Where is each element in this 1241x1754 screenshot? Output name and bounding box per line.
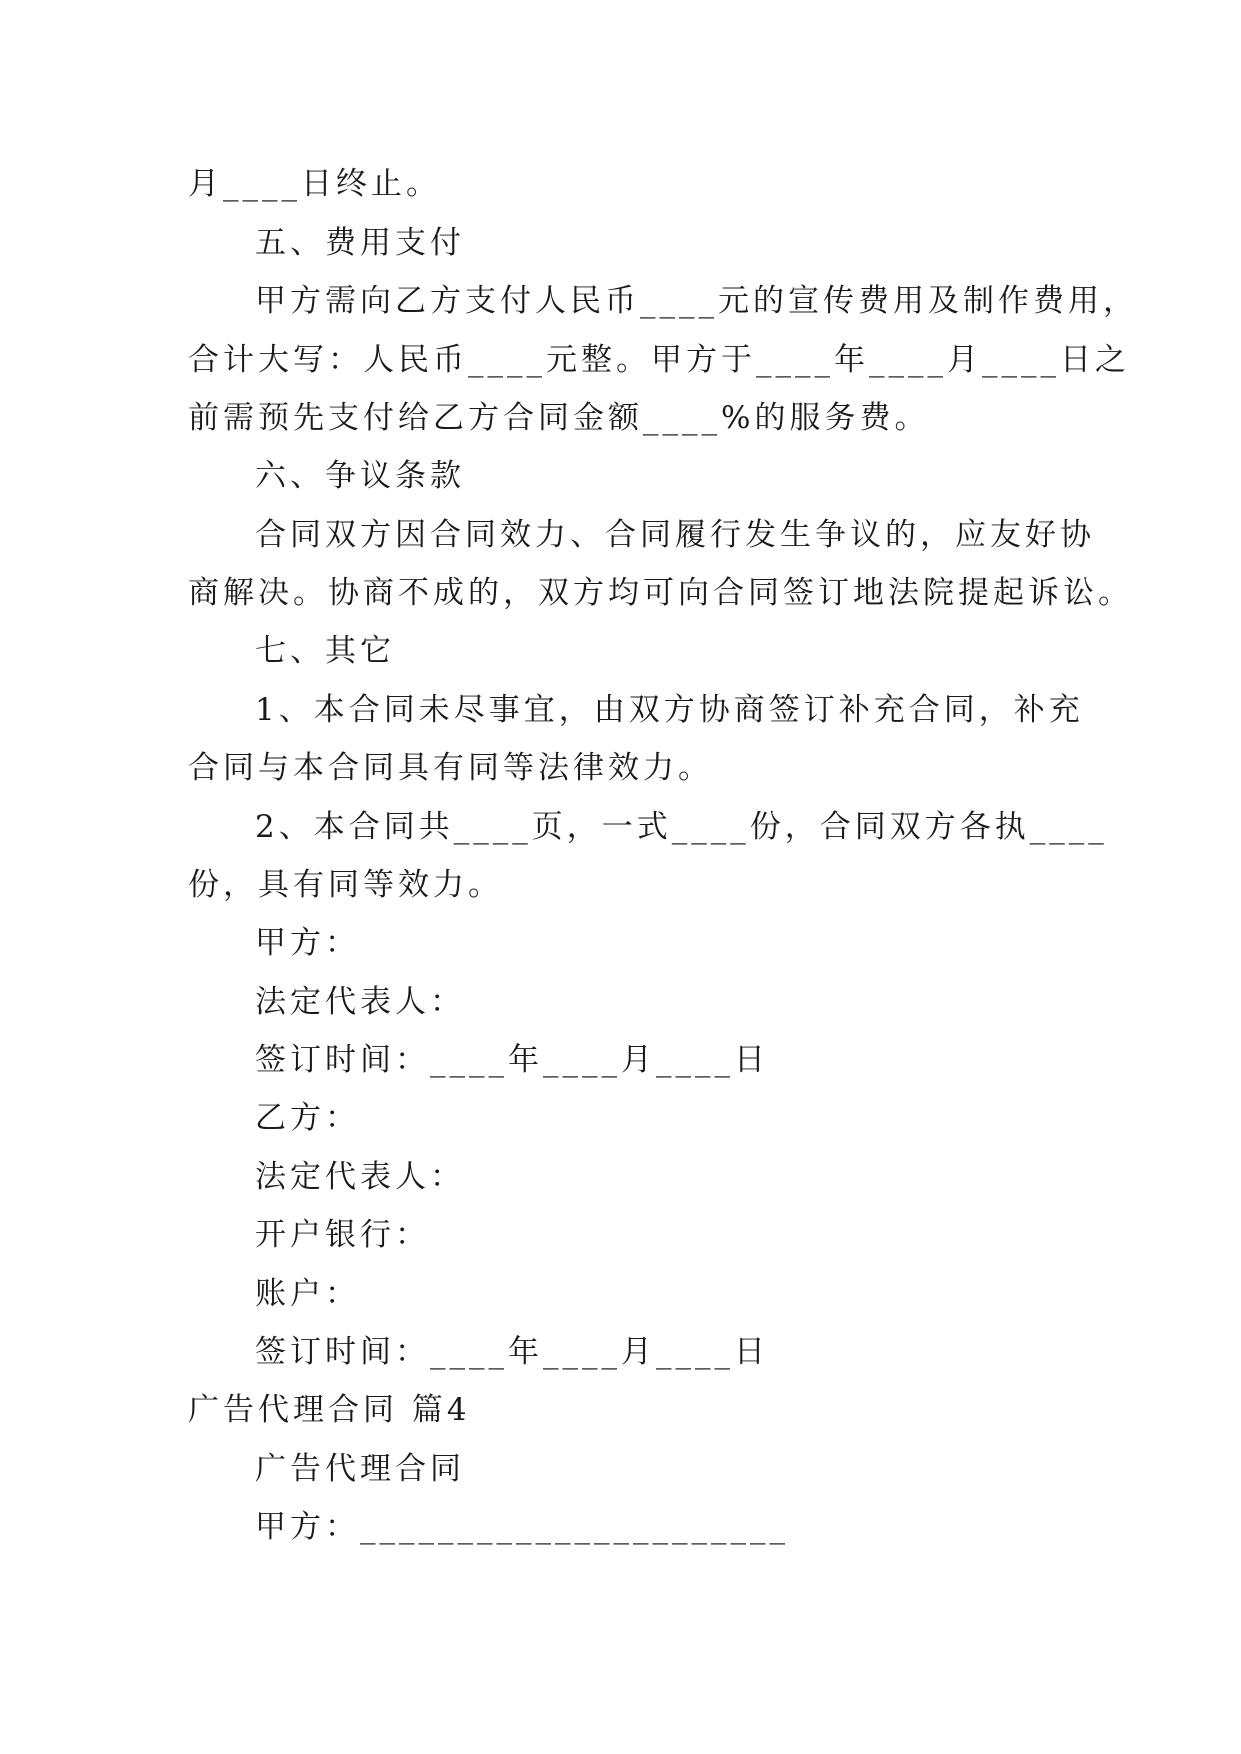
section-heading: 五、费用支付 [255, 225, 465, 261]
text-line: 前需预先支付给乙方合同金额____%的服务费。 [188, 400, 930, 436]
text-line: 2、本合同共____页，一式____份，合同双方各执____ [255, 809, 1108, 845]
signature-field: 甲方： [255, 925, 360, 961]
text-line: 份，具有同等效力。 [188, 867, 503, 903]
signature-field: 乙方： [255, 1100, 360, 1136]
signature-field: 账户： [255, 1276, 360, 1312]
text-line: 商解决。协商不成的，双方均可向合同签订地法院提起诉讼。 [188, 575, 1133, 611]
text-line: 1、本合同未尽事宜，由双方协商签订补充合同，补充 [255, 692, 1084, 728]
text-line: 甲方需向乙方支付人民币____元的宣传费用及制作费用， [255, 283, 1138, 319]
contract-title: 广告代理合同 篇4 [188, 1392, 471, 1428]
section-heading: 六、争议条款 [255, 458, 465, 494]
signature-field: 签订时间：____年____月____日 [255, 1042, 769, 1078]
signature-field: 法定代表人： [255, 1159, 465, 1195]
signature-field: 开户银行： [255, 1217, 430, 1253]
signature-field: 签订时间：____年____月____日 [255, 1334, 769, 1370]
section-heading: 七、其它 [255, 633, 395, 669]
party-a-field: 甲方：______________________ [255, 1509, 789, 1545]
text-line: 合计大写：人民币____元整。甲方于____年____月____日之 [188, 342, 1130, 378]
text-line: 合同双方因合同效力、合同履行发生争议的，应友好协 [255, 517, 1095, 553]
text-line: 合同与本合同具有同等法律效力。 [188, 750, 713, 786]
signature-field: 法定代表人： [255, 984, 465, 1020]
text-line: 月____日终止。 [188, 166, 441, 202]
contract-subtitle: 广告代理合同 [255, 1451, 465, 1487]
